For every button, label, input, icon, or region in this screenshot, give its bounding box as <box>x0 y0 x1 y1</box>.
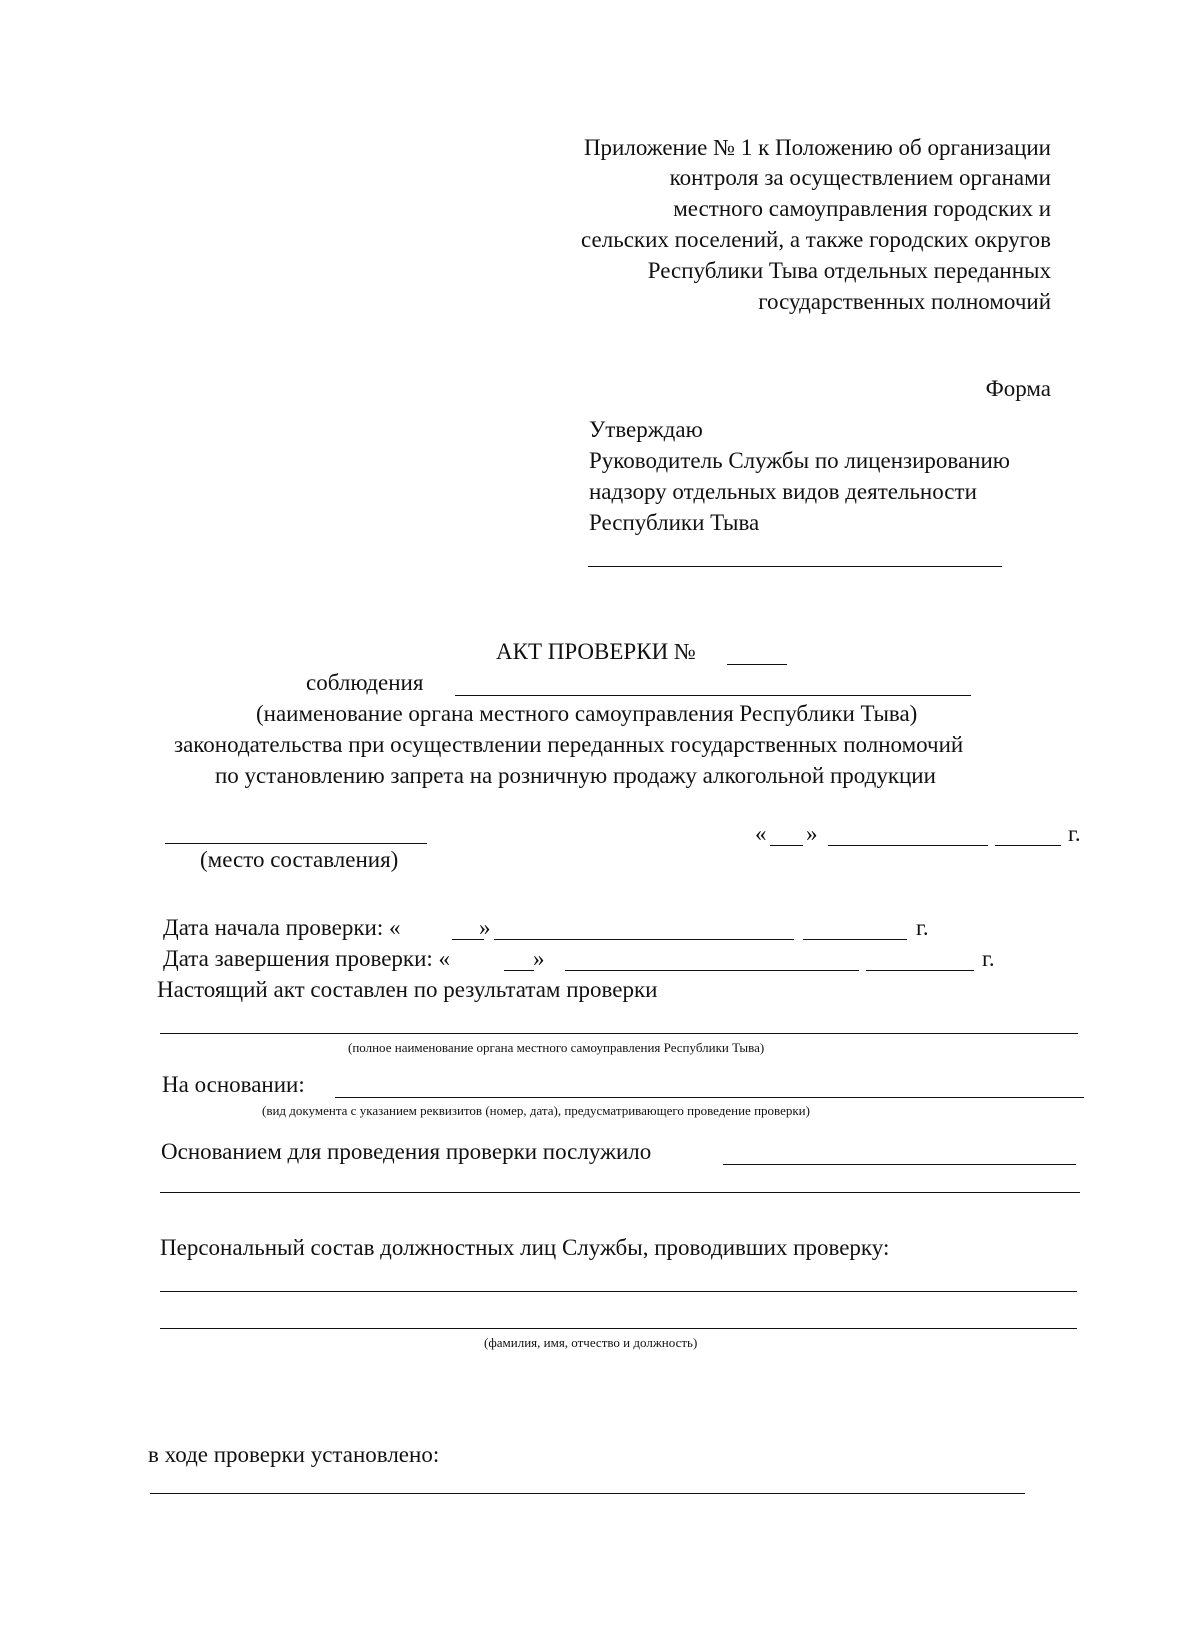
start-year-suffix: г. <box>916 915 929 940</box>
appendix-line-1: Приложение № 1 к Положению об организации <box>583 135 1051 160</box>
findings-label: в ходе проверки установлено: <box>148 1442 440 1467</box>
result-line <box>160 1033 1078 1034</box>
end-date-label: Дата завершения проверки: « <box>163 946 451 971</box>
date-day-line <box>770 845 803 846</box>
approval-line-2: Руководитель Службы по лицензированию <box>589 448 1010 473</box>
basis-line <box>335 1097 1084 1098</box>
reason-label: Основанием для проведения проверки послужило <box>161 1139 652 1164</box>
date-year-suffix: г. <box>1068 821 1081 846</box>
appendix-line-4: сельских поселений, а также городских округов <box>581 227 1051 252</box>
appendix-line-5: Республики Тыва отдельных переданных <box>647 258 1051 283</box>
form-label: Форма <box>985 376 1051 401</box>
end-day-line <box>504 970 534 971</box>
end-year-suffix: г. <box>982 946 995 971</box>
date-quote-close: » <box>806 821 818 846</box>
place-line <box>165 843 427 844</box>
org-hint: (наименование органа местного самоуправления Республики Тыва) <box>256 701 918 726</box>
staff-line-1 <box>160 1291 1077 1292</box>
act-title: АКТ ПРОВЕРКИ № <box>496 639 696 664</box>
start-quote-close: » <box>479 915 491 940</box>
findings-line <box>150 1493 1025 1494</box>
result-hint: (полное наименование органа местного самоуправления Республики Тыва) <box>348 1040 765 1055</box>
date-month-line <box>828 845 988 846</box>
compliance-org-line <box>455 695 971 696</box>
appendix-line-3: местного самоуправления городских и <box>673 196 1051 221</box>
end-month-line <box>565 970 859 971</box>
title-line-3: законодательства при осуществлении переданных государственных полномочий <box>174 732 964 757</box>
end-year-line <box>866 970 974 971</box>
compliance-label: соблюдения <box>306 670 424 695</box>
approval-line-3: надзору отдельных видов деятельности <box>589 479 977 504</box>
date-quote-open: « <box>755 821 767 846</box>
basis-hint: (вид документа с указанием реквизитов (номер, дата), предусматривающего проведение проверки) <box>262 1103 810 1118</box>
date-year-line <box>995 845 1061 846</box>
approval-line-4: Республики Тыва <box>589 510 760 535</box>
place-hint: (место составления) <box>200 847 399 872</box>
end-quote-close: » <box>533 946 545 971</box>
start-year-line <box>803 939 907 940</box>
start-month-line <box>494 939 794 940</box>
staff-hint: (фамилия, имя, отчество и должность) <box>484 1335 698 1350</box>
approval-signature-line <box>588 566 1002 567</box>
approval-line-1: Утверждаю <box>589 417 703 442</box>
title-line-4: по установлению запрета на розничную продажу алкогольной продукции <box>215 763 936 788</box>
staff-label: Персональный состав должностных лиц Службы, проводивших проверку: <box>160 1235 890 1260</box>
reason-line-2 <box>160 1192 1080 1193</box>
appendix-line-2: контроля за осуществлением органами <box>669 165 1051 190</box>
appendix-line-6: государственных полномочий <box>758 289 1051 314</box>
reason-line-1 <box>723 1164 1076 1165</box>
start-date-label: Дата начала проверки: « <box>163 915 401 940</box>
result-label: Настоящий акт составлен по результатам проверки <box>157 977 658 1002</box>
basis-label: На основании: <box>162 1072 305 1097</box>
staff-line-2 <box>160 1328 1077 1329</box>
act-number-line <box>727 664 787 665</box>
